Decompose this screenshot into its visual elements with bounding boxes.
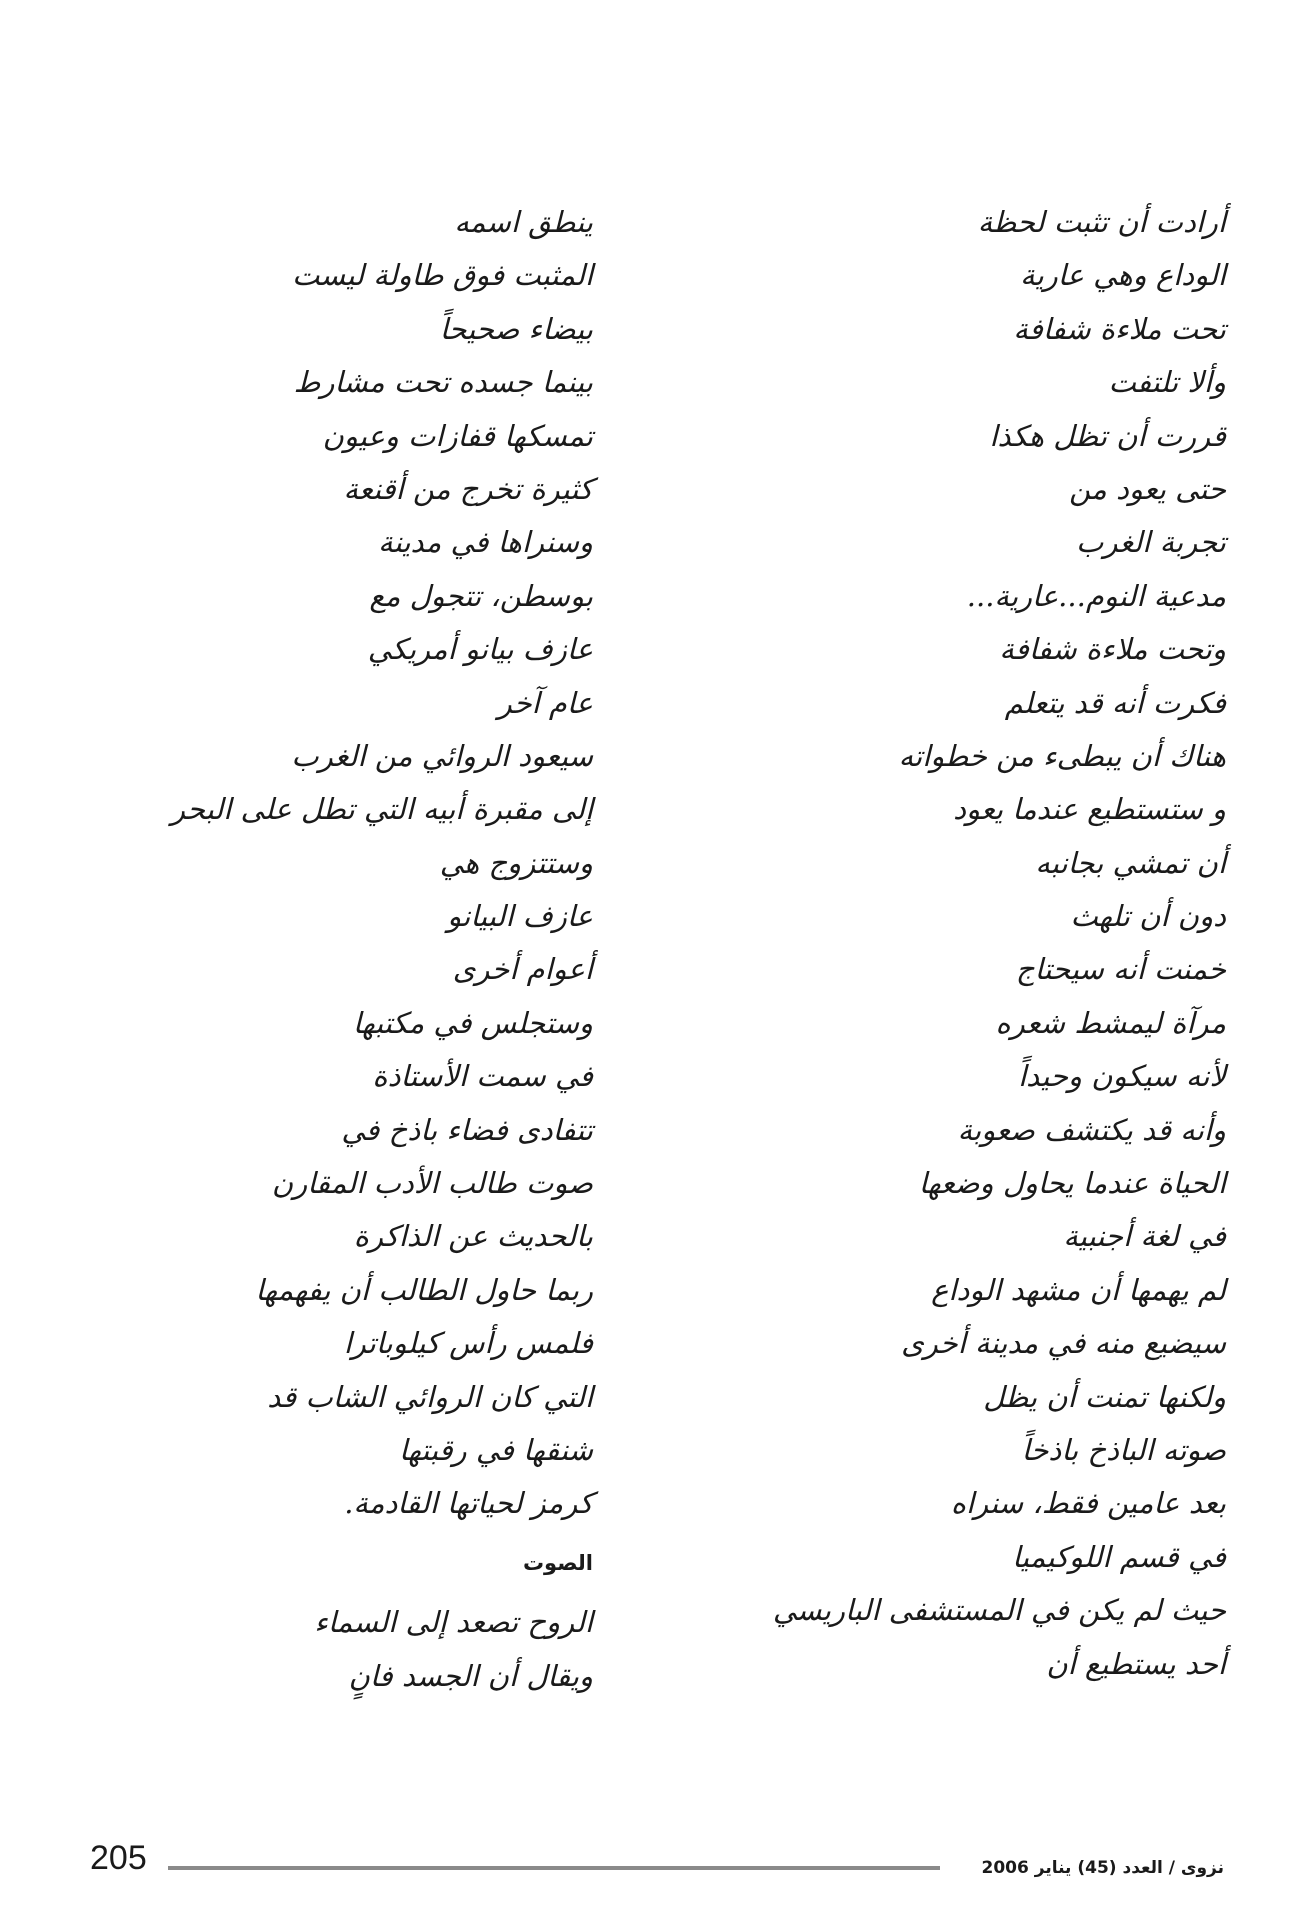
poem-line: بيضاء صحيحاً [439,311,593,346]
poem-line: تتفادى فضاء باذخ في [341,1112,593,1147]
poem-line: بوسطن، تتجول مع [369,578,593,613]
page-number: 205 [90,1839,147,1877]
poem-line: سيضيع منه في مدينة أخرى [901,1326,1226,1361]
poem-line: حتى يعود من [1069,471,1226,506]
poem-line: كرمز لحياتها القادمة. [344,1486,593,1521]
page-footer [0,1839,1308,1888]
poem-line: كثيرة تخرج من أقنعة [343,471,593,506]
poem-line: في سمت الأستاذة [372,1059,593,1094]
issue-info: نزوى / العدد (45) يناير 2006 [981,1858,1224,1878]
poem-line: ويقال أن الجسد فانٍ [348,1658,593,1693]
poem-line: ينطق اسمه [454,205,593,239]
poem-line: ولكنها تمنت أن يظل [983,1379,1226,1414]
section-heading: الصوت [522,1550,593,1575]
poem-line: فلمس رأس كيلوباترا [343,1326,593,1361]
poem-line: المثبت فوق طاولة ليست [292,258,593,293]
poem-line: صوته الباذخ باذخاً [1021,1432,1226,1467]
poem-line: مدعية النوم...عارية... [966,578,1226,613]
poem-line: فكرت أنه قد يتعلم [1004,685,1226,720]
poem-line: وستجلس في مكتبها [352,1005,593,1040]
poem-line: دون أن تلهث [1070,899,1226,934]
poem-line: لأنه سيكون وحيداً [1018,1059,1226,1094]
poem-line: تحت ملاءة شفافة [1013,311,1226,346]
poem-line: التي كان الروائي الشاب قد [267,1379,593,1414]
poem-line: وتحت ملاءة شفافة [999,632,1226,667]
poem-line: بعد عامين فقط، سنراه [950,1486,1226,1521]
poem-line: لم يهمها أن مشهد الوداع [931,1272,1226,1307]
poem-line: إلى مقبرة أبيه التي تطل على البحر [170,792,593,827]
poem-line: سيعود الروائي من الغرب [291,738,593,773]
poem-line: خمنت أنه سيحتاج [1015,952,1226,987]
poem-line: أعوام أخرى [452,952,593,987]
poem-line: شنقها في رقبتها [399,1432,593,1467]
poem-line: قررت أن تظل هكذا [989,418,1226,453]
poem-line: أن تمشي بجانبه [1035,845,1226,880]
poem-line: تجربة الغرب [1076,525,1226,560]
poem-line: الحياة عندما يحاول وضعها [918,1166,1226,1201]
poem-column-left [170,196,593,1703]
poem-line: و ستستطيع عندما يعود [953,792,1226,827]
poem-line: الروح تصعد إلى السماء [314,1605,593,1640]
poem-line: تمسكها قفازات وعيون [322,418,593,453]
poem-line: وأنه قد يكتشف صعوبة [957,1112,1226,1147]
poem-line: في قسم اللوكيميا [1012,1539,1226,1574]
poem-line: أحد يستطيع أن [1046,1646,1226,1681]
poem-line: مرآة ليمشط شعره [995,1005,1226,1040]
poem-line: عازف بيانو أمريكي [367,632,593,667]
poem-line: عام آخر [497,685,593,720]
poem-line: وسنراها في مدينة [378,525,593,560]
poem-line: في لغة أجنبية [1063,1219,1226,1254]
poem-line: بينما جسده تحت مشارط [293,365,593,400]
poem-line: أرادت أن تثبت لحظة [977,205,1226,239]
footer-divider [168,1866,940,1870]
poem-line: حيث لم يكن في المستشفى الباريسي [772,1593,1226,1628]
poem-line: هناك أن يبطىء من خطواته [898,738,1226,773]
poem-line: وألا تلتفت [1108,365,1226,400]
poem-line: وستتزوج هي [439,845,593,880]
poem-line: عازف البيانو [447,899,593,934]
poem-column-right [746,196,1226,1691]
poem-line: الوداع وهي عارية [1020,258,1226,293]
poem-line: ربما حاول الطالب أن يفهمها [255,1272,593,1307]
poem-line: صوت طالب الأدب المقارن [271,1166,593,1201]
poem-line: بالحديث عن الذاكرة [353,1219,593,1254]
